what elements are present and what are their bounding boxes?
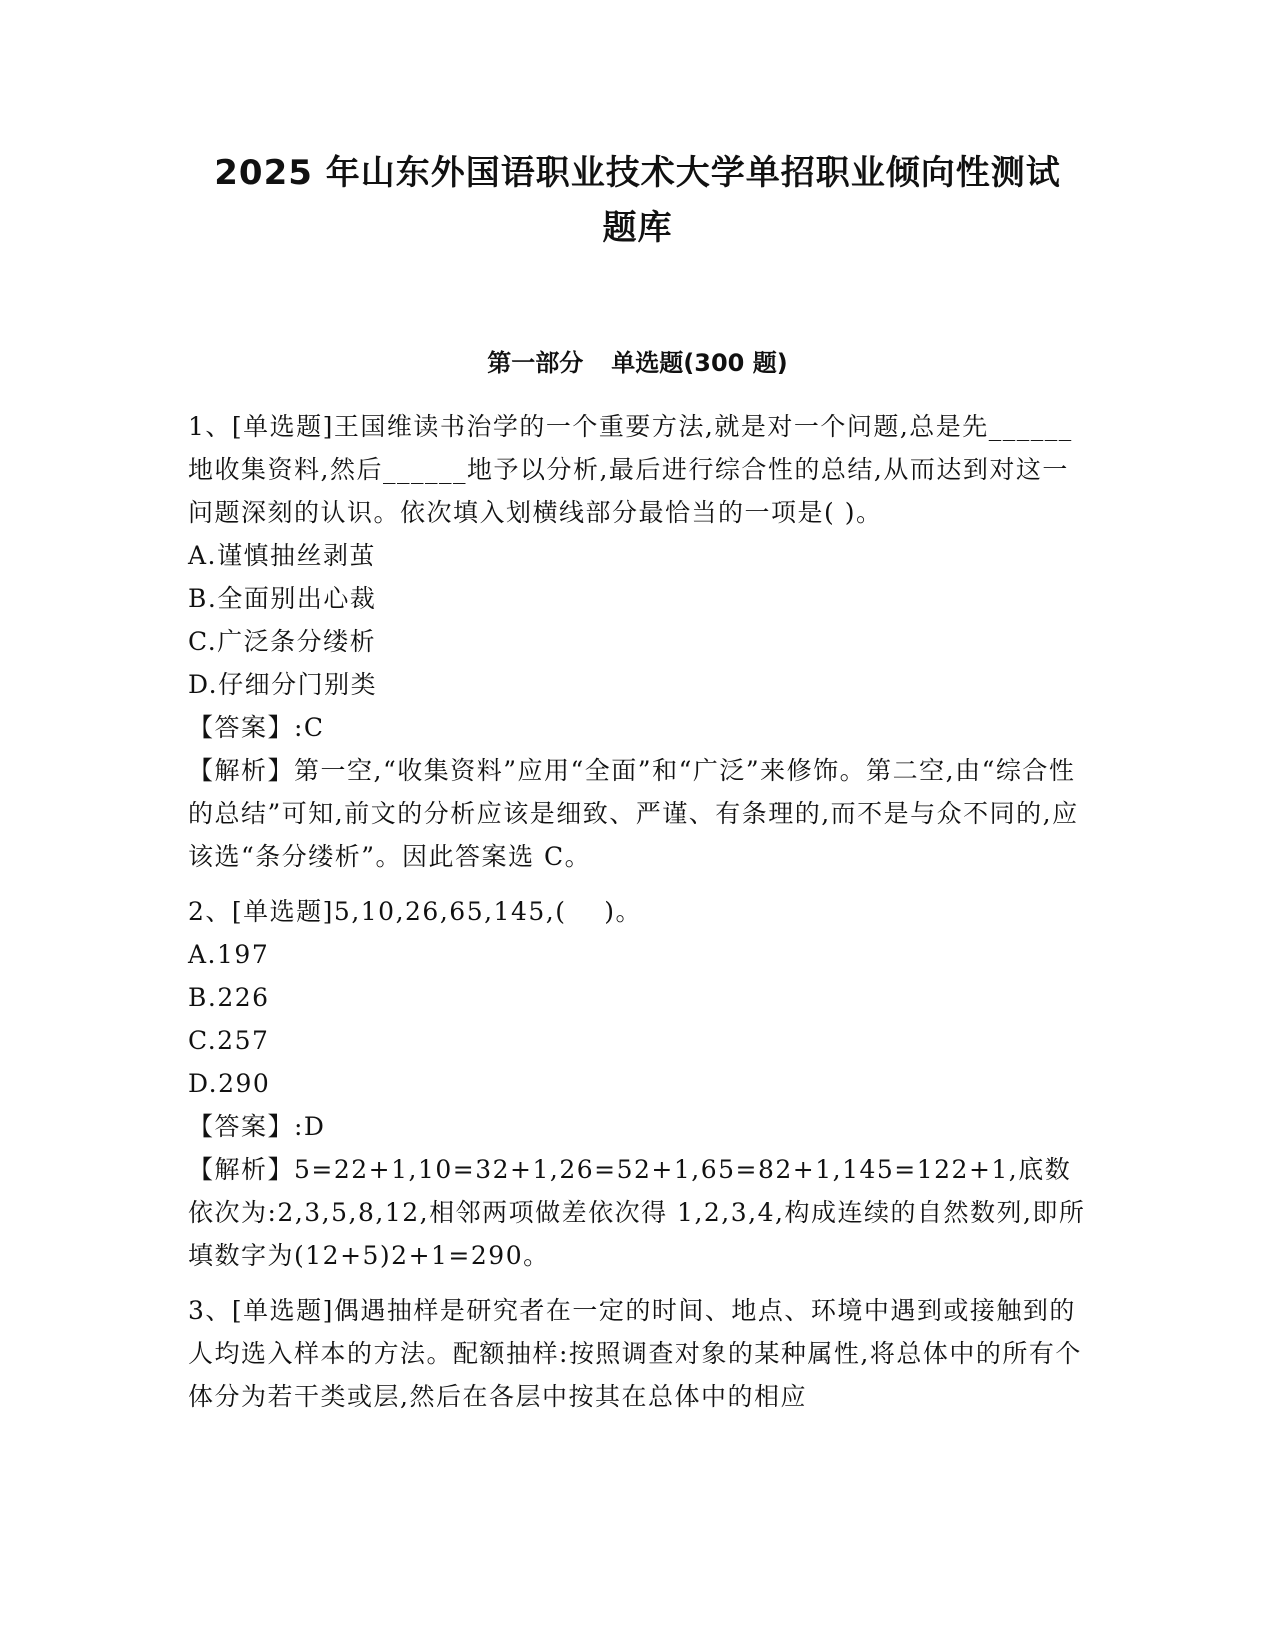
document-title [160, 146, 1115, 256]
title-line-1: 2025 年山东外国语职业技术大学单招职业倾向性测试 [214, 153, 1061, 193]
question-stem: 1、[单选题]王国维读书治学的一个重要方法,就是对一个问题,总是先______地收集资料,然后______地予以分析,最后进行综合性的总结,从而达到对这一问题深刻的认识。依次填入划横线部分最恰当的一项是( )。 [188, 412, 1073, 527]
question-item-1 [188, 405, 1088, 878]
option-d: D.290 [188, 1069, 271, 1098]
option-a: A.谨慎抽丝剥茧 [188, 541, 377, 570]
title-line-2: 题库 [602, 208, 673, 248]
option-d: D.仔细分门别类 [188, 670, 378, 699]
answer: 【答案】:D [188, 1112, 326, 1141]
question-item-3 [188, 1289, 1088, 1418]
option-a: A.197 [188, 940, 270, 969]
explanation: 【解析】第一空,“收集资料”应用“全面”和“广泛”来修饰。第二空,由“综合性的总结”可知,前文的分析应该是细致、严谨、有条理的,而不是与众不同的,应该选“条分缕析”。因此答案选 C。 [188, 756, 1079, 871]
question-list [188, 405, 1088, 1430]
option-c: C.257 [188, 1026, 270, 1055]
option-b: B.全面别出心裁 [188, 584, 377, 613]
section-heading [0, 347, 1275, 379]
explanation: 【解析】5=22+1,10=32+1,26=52+1,65=82+1,145=122+1,底数依次为:2,3,5,8,12,相邻两项做差依次得 1,2,3,4,构成连续的自然数列,即所填数字为(12+5)2+1=290。 [188, 1155, 1086, 1270]
question-stem: 2、[单选题]5,10,26,65,145,( )。 [188, 897, 642, 926]
question-stem: 3、[单选题]偶遇抽样是研究者在一定的时间、地点、环境中遇到或接触到的人均选入样本的方法。配额抽样:按照调查对象的某种属性,将总体中的所有个体分为若干类或层,然后在各层中按其在总体中的相应 [188, 1296, 1082, 1411]
option-b: B.226 [188, 983, 270, 1012]
answer: 【答案】:C [188, 713, 325, 742]
section-name: 单选题(300 题) [611, 349, 788, 377]
option-c: C.广泛条分缕析 [188, 627, 377, 656]
question-item-2 [188, 890, 1088, 1277]
section-part: 第一部分 [487, 349, 584, 377]
